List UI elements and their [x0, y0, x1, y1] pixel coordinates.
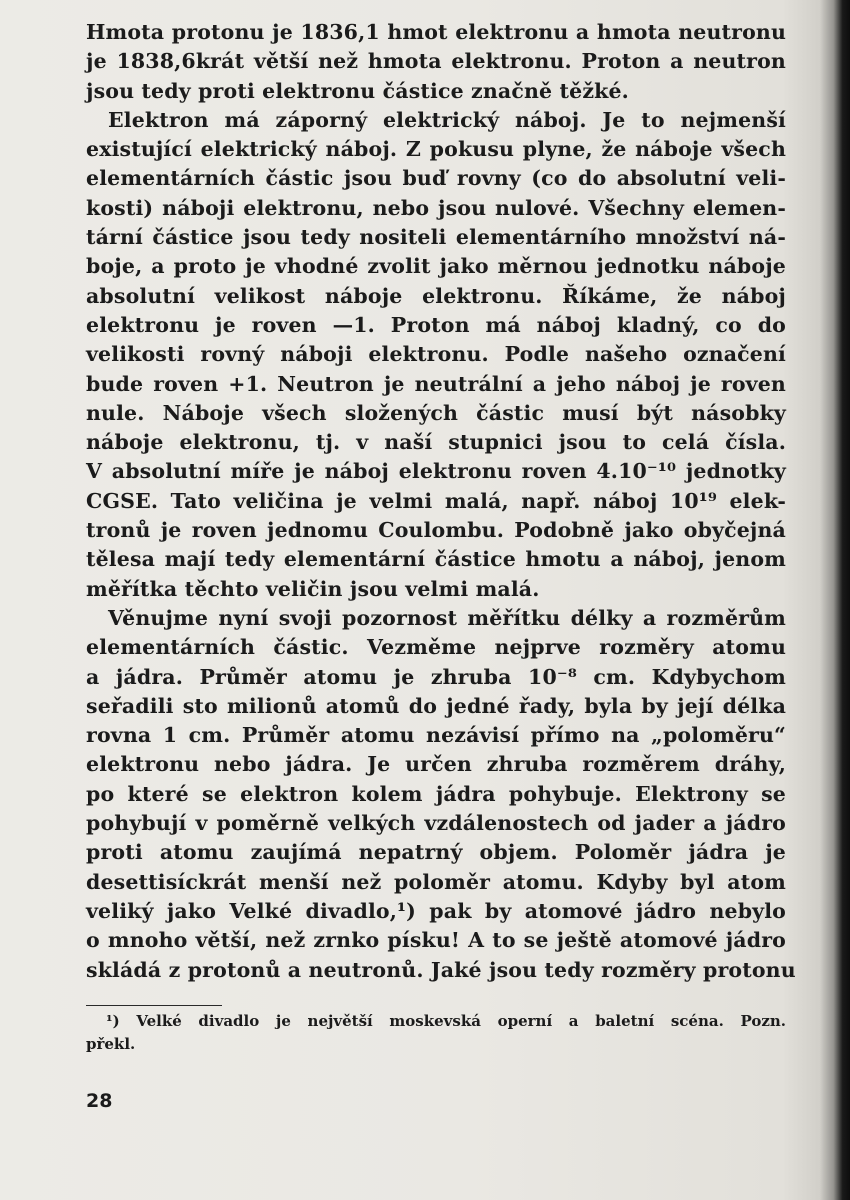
text-line: rovna 1 cm. Průměr atomu nezávisí přímo na „poloměru“: [86, 723, 786, 748]
text-line: a jádra. Průměr atomu je zhruba 10⁻⁸ cm. Kdybychom: [86, 664, 786, 689]
footnote-line: ¹) Velké divadlo je největší moskevská operní a baletní scéna. Pozn.: [106, 1012, 786, 1030]
text-line: elementárních částic jsou buď rovny (co do absolutní veli-: [86, 166, 786, 191]
book-spine-shadow: [820, 0, 850, 1200]
text-line: Věnujme nyní svoji pozornost měřítku délky a rozměrům: [108, 605, 786, 630]
body-paragraphs: [86, 18, 796, 985]
footnote: [86, 1010, 786, 1056]
text-line: boje, a proto je vhodné zvolit jako měrnou jednotku náboje: [86, 254, 786, 279]
text-line: Elektron má záporný elektrický náboj. Je to nejmenší: [108, 107, 786, 132]
text-line: o mnoho větší, než zrnko písku! A to se ještě atomové jádro: [86, 928, 786, 953]
footnote-rule: [86, 1005, 222, 1006]
text-line: po které se elektron kolem jádra pohybuje. Elektrony se: [86, 781, 786, 806]
text-line: V absolutní míře je náboj elektronu roven 4.10⁻¹⁰ jednotky: [86, 459, 786, 484]
text-line: proti atomu zaujímá nepatrný objem. Poloměr jádra je: [86, 840, 786, 865]
text-line: je 1838,6krát větší než hmota elektronu. Proton a neutron: [86, 49, 786, 74]
text-line: seřadili sto milionů atomů do jedné řady, byla by její délka: [86, 693, 786, 718]
page-number: 28: [86, 1090, 113, 1112]
text-line: existující elektrický náboj. Z pokusu plyne, že náboje všech: [86, 137, 786, 162]
text-line: elektronu nebo jádra. Je určen zhruba rozměrem dráhy,: [86, 752, 786, 777]
text-line: veliký jako Velké divadlo,¹) pak by atomové jádro nebylo: [86, 898, 786, 923]
text-line: absolutní velikost náboje elektronu. Říkáme, že náboj: [86, 283, 786, 308]
text-line: bude roven +1. Neutron je neutrální a jeho náboj je roven: [86, 371, 786, 396]
text-line: skládá z protonů a neutronů. Jaké jsou tedy rozměry protonu: [86, 957, 796, 982]
text-line: CGSE. Tato veličina je velmi malá, např. náboj 10¹⁹ elek-: [86, 488, 786, 513]
text-line: desettisíckrát menší než poloměr atomu. Kdyby byl atom: [86, 869, 786, 894]
text-line: elektronu je roven —1. Proton má náboj kladný, co do: [86, 312, 786, 337]
text-line: tronů je roven jednomu Coulombu. Podobně jako obyčejná: [86, 518, 786, 543]
text-line: tární částice jsou tedy nositeli elementárního množství ná-: [86, 225, 786, 250]
footnote-line: překl.: [86, 1035, 136, 1053]
text-line: tělesa mají tedy elementární částice hmotu a náboj, jenom: [86, 547, 786, 572]
text-line: měřítka těchto veličin jsou velmi malá.: [86, 576, 540, 601]
text-line: nule. Náboje všech složených částic musí být násobky: [86, 400, 786, 425]
text-line: kosti) náboji elektronu, nebo jsou nulové. Všechny elemen-: [86, 195, 786, 220]
text-line: elementárních částic. Vezměme nejprve rozměry atomu: [86, 635, 786, 660]
text-line: pohybují v poměrně velkých vzdálenostech od jader a jádro: [86, 811, 786, 836]
text-line: náboje elektronu, tj. v naší stupnici jsou to celá čísla.: [86, 430, 786, 455]
text-line: velikosti rovný náboji elektronu. Podle našeho označení: [86, 342, 786, 367]
text-line: jsou tedy proti elektronu částice značně těžké.: [86, 78, 629, 103]
body-text: [86, 18, 796, 985]
text-line: Hmota protonu je 1836,1 hmot elektronu a hmota neutronu: [86, 20, 786, 44]
